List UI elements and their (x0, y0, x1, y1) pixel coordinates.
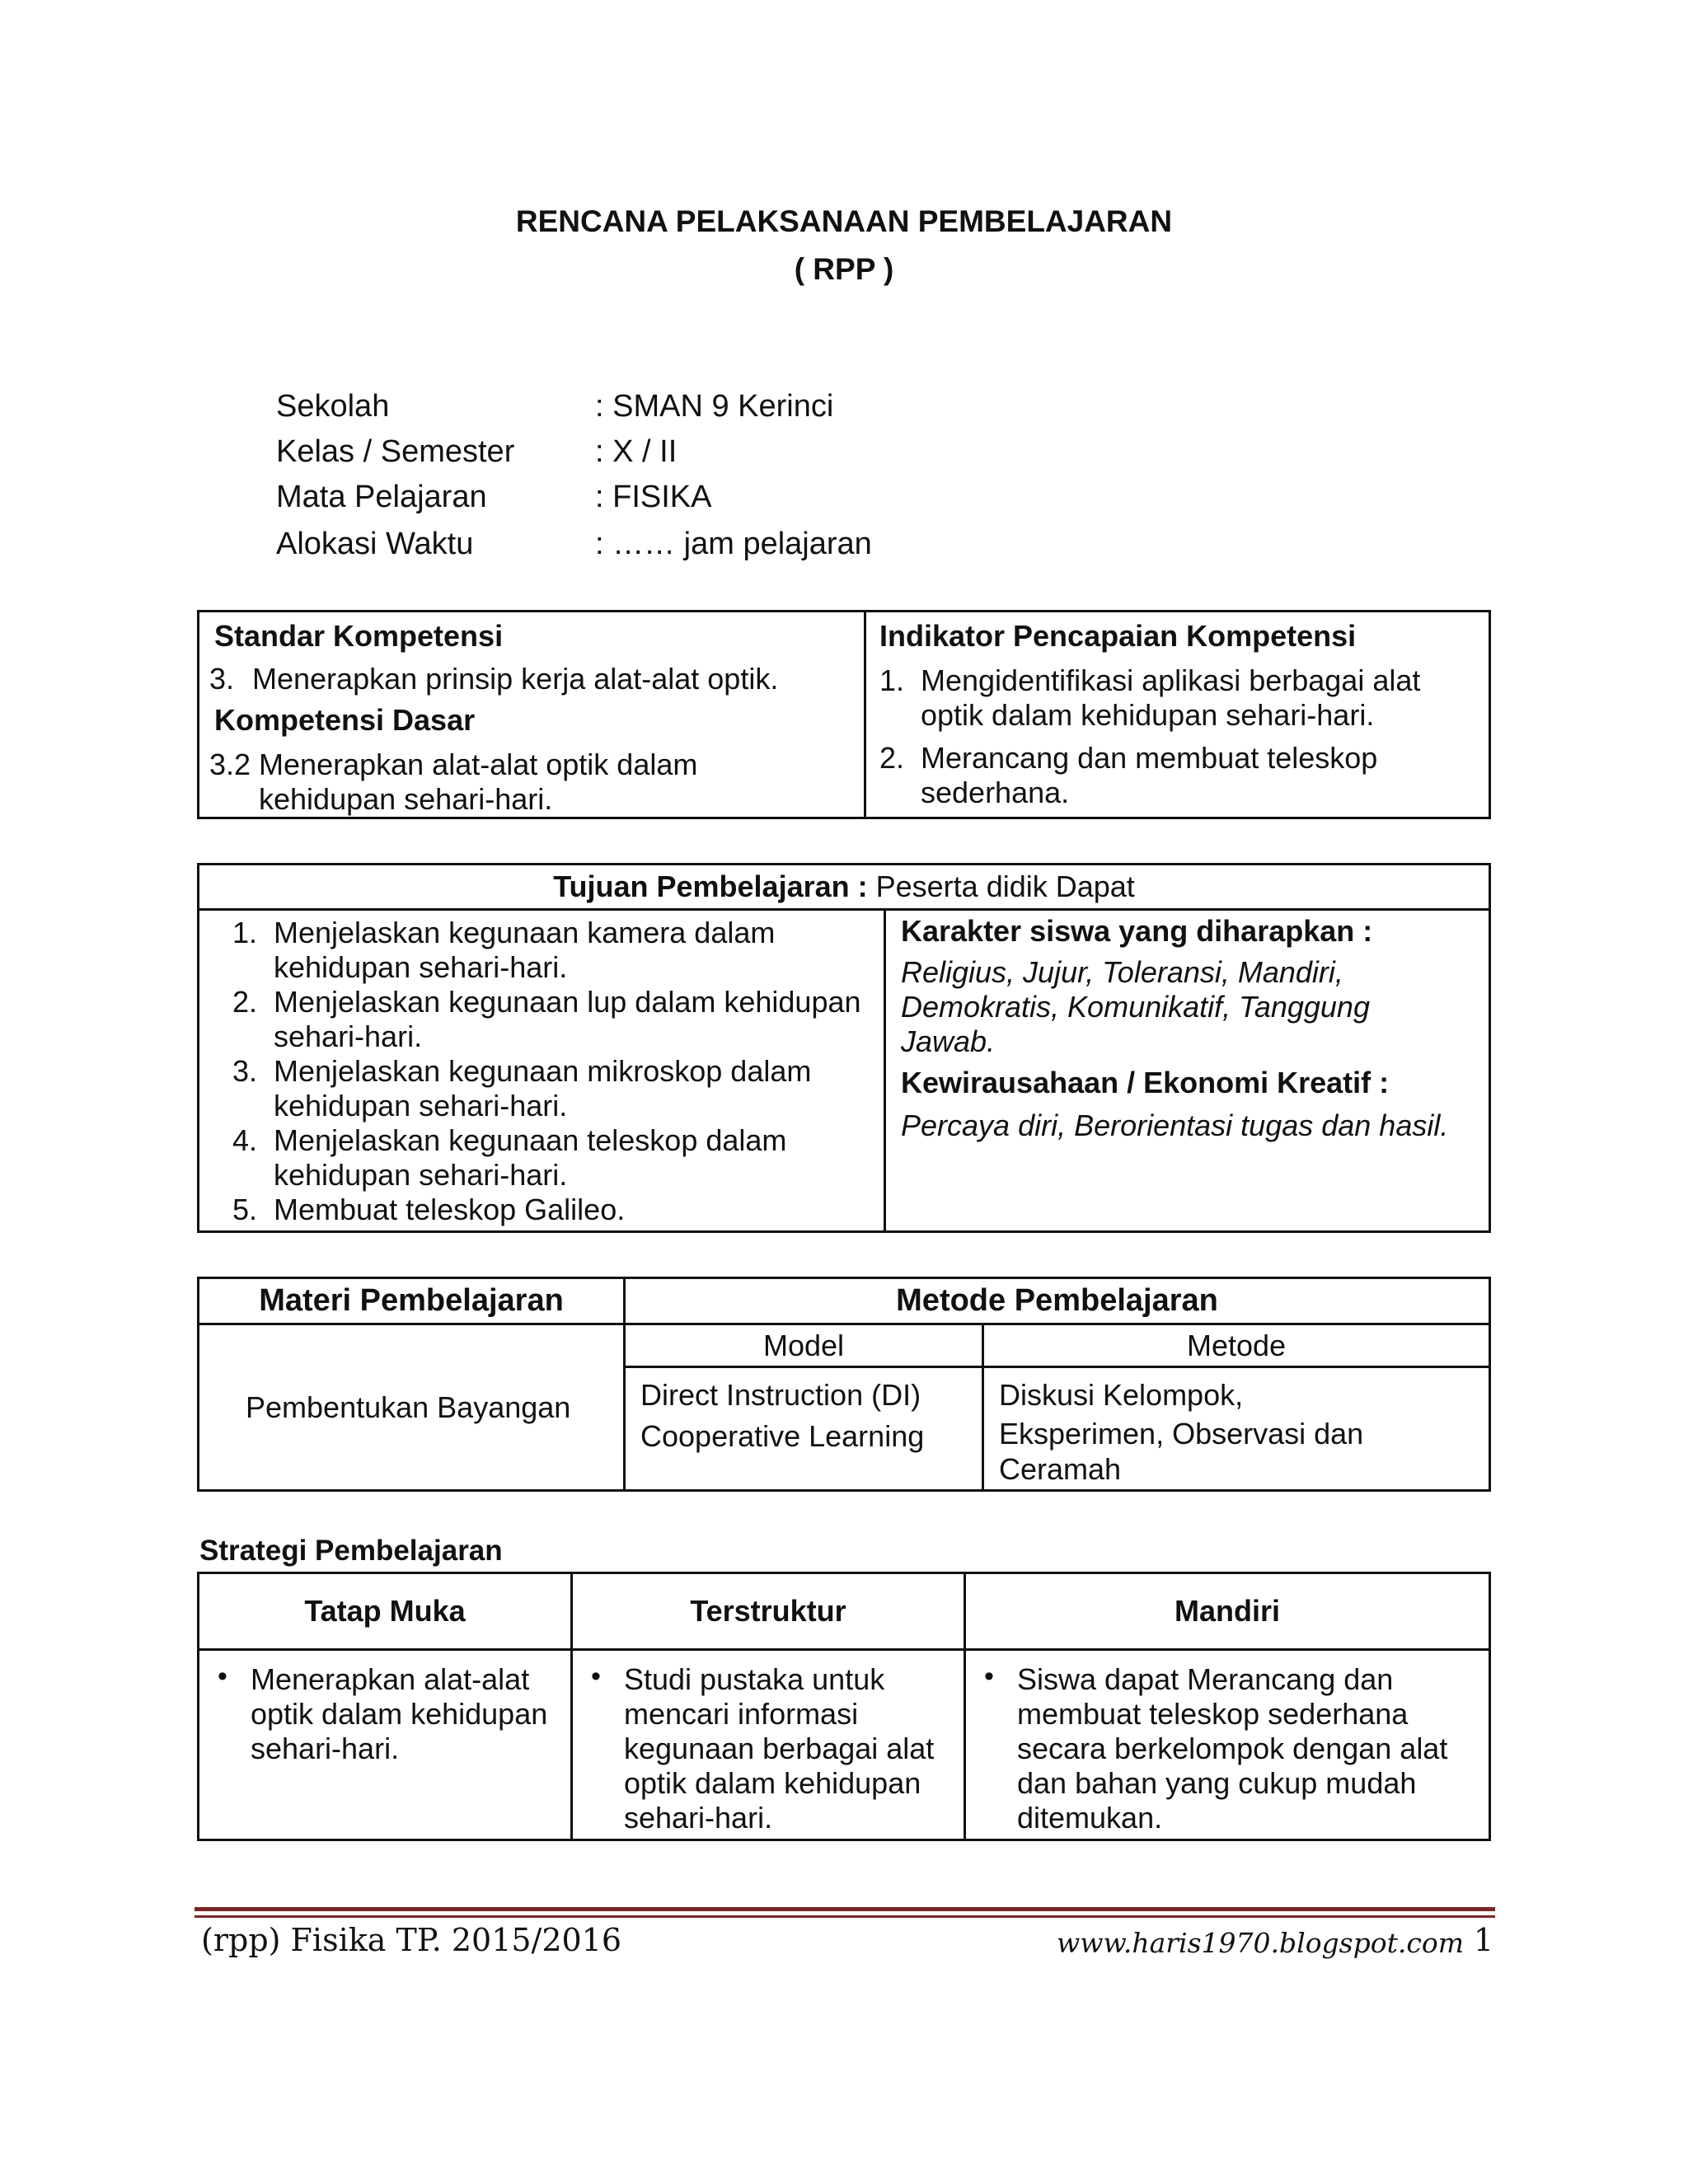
mandiri-cell (965, 1650, 1490, 1840)
strategi-heading: Strategi Pembelajaran (199, 1535, 503, 1567)
ipk-list (879, 663, 1479, 810)
tujuan-text: sehari-hari. (274, 1019, 423, 1053)
kd-line2: kehidupan sehari-hari. (259, 782, 553, 816)
tujuan-item (216, 1193, 884, 1227)
metode-item: Diskusi Kelompok, (999, 1378, 1244, 1412)
karakter-text: Jawab. (901, 1024, 996, 1058)
footer-divider (195, 1915, 1495, 1918)
info-label-sekolah: Sekolah (276, 389, 390, 424)
tujuan-text: kehidupan sehari-hari. (274, 950, 568, 984)
metode-heading: Metode Pembelajaran (625, 1278, 1490, 1324)
kewirausahaan-text: Percaya diri, Berorientasi tugas dan hasil. (901, 1108, 1449, 1142)
tujuan-text: Menjelaskan kegunaan lup dalam kehidupan (274, 985, 861, 1019)
tatap-muka-text: sehari-hari. (251, 1732, 400, 1765)
tujuan-text: kehidupan sehari-hari. (274, 1089, 568, 1122)
terstruktur-text: optik dalam kehidupan (624, 1766, 921, 1800)
ipk-item (879, 741, 1479, 810)
model-item: Cooperative Learning (640, 1419, 925, 1453)
ipk-item (879, 663, 1479, 733)
tatap-muka-text: Menerapkan alat-alat (251, 1662, 530, 1696)
info-label-alokasi: Alokasi Waktu (276, 527, 474, 561)
tujuan-item (216, 985, 884, 1054)
karakter-text: Religius, Jujur, Toleransi, Mandiri, (901, 955, 1343, 989)
strategi-table (197, 1572, 1491, 1841)
tujuan-item (216, 1123, 884, 1193)
footer-title: (rpp) Fisika TP. 2015/2016 (201, 1922, 622, 1958)
kd-heading: Kompetensi Dasar (214, 703, 476, 737)
tujuan-text: Membuat teleskop Galileo. (274, 1193, 626, 1226)
kompetensi-table (197, 610, 1491, 819)
model-item: Direct Instruction (DI) (640, 1378, 921, 1412)
mandiri-text: dan bahan yang cukup mudah (1017, 1766, 1417, 1800)
tujuan-heading: Tujuan Pembelajaran : (553, 869, 868, 903)
terstruktur-text: mencari informasi (624, 1697, 859, 1731)
bullet: • (591, 1661, 601, 1692)
sk-text: Menerapkan prinsip kerja alat-alat optik. (252, 662, 779, 696)
strategi-col-tatap-muka: Tatap Muka (199, 1573, 572, 1650)
ipk-text: Merancang dan membuat teleskop (921, 741, 1378, 775)
document-title: RENCANA PELAKSANAAN PEMBELAJARAN (515, 204, 1173, 238)
terstruktur-text: kegunaan berbagai alat (624, 1732, 935, 1765)
mandiri-text: membuat teleskop sederhana (1017, 1697, 1409, 1731)
model-cell (625, 1367, 983, 1491)
ipk-num: 2. (879, 741, 905, 775)
info-value-kelas: : X / II (595, 434, 678, 469)
sk-num: 3. (209, 662, 235, 696)
tujuan-num: 4. (232, 1123, 258, 1157)
ipk-heading: Indikator Pencapaian Kompetensi (879, 619, 1357, 653)
info-label-kelas: Kelas / Semester (276, 434, 515, 469)
metode-item: Eksperimen, Observasi dan (999, 1417, 1364, 1451)
metode-label: Metode (983, 1324, 1490, 1367)
tujuan-text: Menjelaskan kegunaan mikroskop dalam (274, 1054, 812, 1088)
materi-text: Pembentukan Bayangan (199, 1324, 625, 1491)
tujuan-heading-rest: Peserta didik Dapat (867, 869, 1135, 903)
terstruktur-text: Studi pustaka untuk (624, 1662, 885, 1696)
ipk-text: optik dalam kehidupan sehari-hari. (921, 698, 1375, 732)
tatap-muka-text: optik dalam kehidupan (251, 1697, 548, 1731)
kompetensi-left-cell (199, 612, 865, 818)
metode-cell (983, 1367, 1490, 1491)
tujuan-text: Menjelaskan kegunaan kamera dalam (274, 916, 776, 949)
tujuan-num: 3. (232, 1054, 258, 1088)
mandiri-text: secara berkelompok dengan alat (1017, 1732, 1448, 1765)
tujuan-list (199, 916, 884, 1227)
info-value-mapel: : FISIKA (595, 480, 712, 514)
kompetensi-right-cell (865, 612, 1490, 818)
tujuan-item (216, 916, 884, 985)
kewirausahaan-heading: Kewirausahaan / Ekonomi Kreatif : (901, 1066, 1390, 1099)
materi-table (197, 1277, 1491, 1492)
model-label: Model (625, 1324, 983, 1367)
info-value-sekolah: : SMAN 9 Kerinci (595, 389, 834, 424)
tujuan-item (216, 1054, 884, 1123)
metode-item: Ceramah (999, 1452, 1122, 1486)
materi-heading: Materi Pembelajaran (199, 1278, 625, 1324)
ipk-text: sederhana. (921, 776, 1070, 809)
tujuan-text: Menjelaskan kegunaan teleskop dalam (274, 1123, 787, 1157)
page-number: 1 (1473, 1922, 1493, 1958)
strategi-col-terstruktur: Terstruktur (572, 1573, 965, 1650)
info-value-alokasi: : …… jam pelajaran (595, 527, 872, 561)
kd-line1: 3.2 Menerapkan alat-alat optik dalam (209, 748, 698, 781)
footer-website: www.haris1970.blogspot.com (1057, 1927, 1464, 1959)
karakter-text: Demokratis, Komunikatif, Tanggung (901, 990, 1370, 1024)
strategi-col-mandiri: Mandiri (965, 1573, 1490, 1650)
footer-divider (195, 1907, 1495, 1911)
terstruktur-cell (572, 1650, 965, 1840)
tujuan-list-cell (199, 910, 885, 1232)
mandiri-text: ditemukan. (1017, 1801, 1163, 1835)
tujuan-num: 1. (232, 916, 258, 949)
ipk-num: 1. (879, 663, 905, 697)
terstruktur-text: sehari-hari. (624, 1801, 773, 1835)
tujuan-num: 5. (232, 1193, 258, 1226)
tujuan-table (197, 863, 1491, 1233)
sk-item (209, 662, 854, 696)
info-label-mapel: Mata Pelajaran (276, 480, 487, 514)
karakter-heading: Karakter siswa yang diharapkan : (901, 914, 1373, 948)
document-subtitle: ( RPP ) (794, 252, 894, 286)
bullet: • (984, 1661, 994, 1692)
ipk-text: Mengidentifikasi aplikasi berbagai alat (921, 663, 1421, 697)
karakter-cell (885, 910, 1490, 1232)
bullet: • (218, 1661, 227, 1692)
mandiri-text: Siswa dapat Merancang dan (1017, 1662, 1394, 1696)
tujuan-text: kehidupan sehari-hari. (274, 1158, 568, 1192)
sk-heading: Standar Kompetensi (214, 619, 504, 653)
tatap-muka-cell (199, 1650, 572, 1840)
tujuan-num: 2. (232, 985, 258, 1019)
tujuan-heading-cell (199, 865, 1490, 910)
